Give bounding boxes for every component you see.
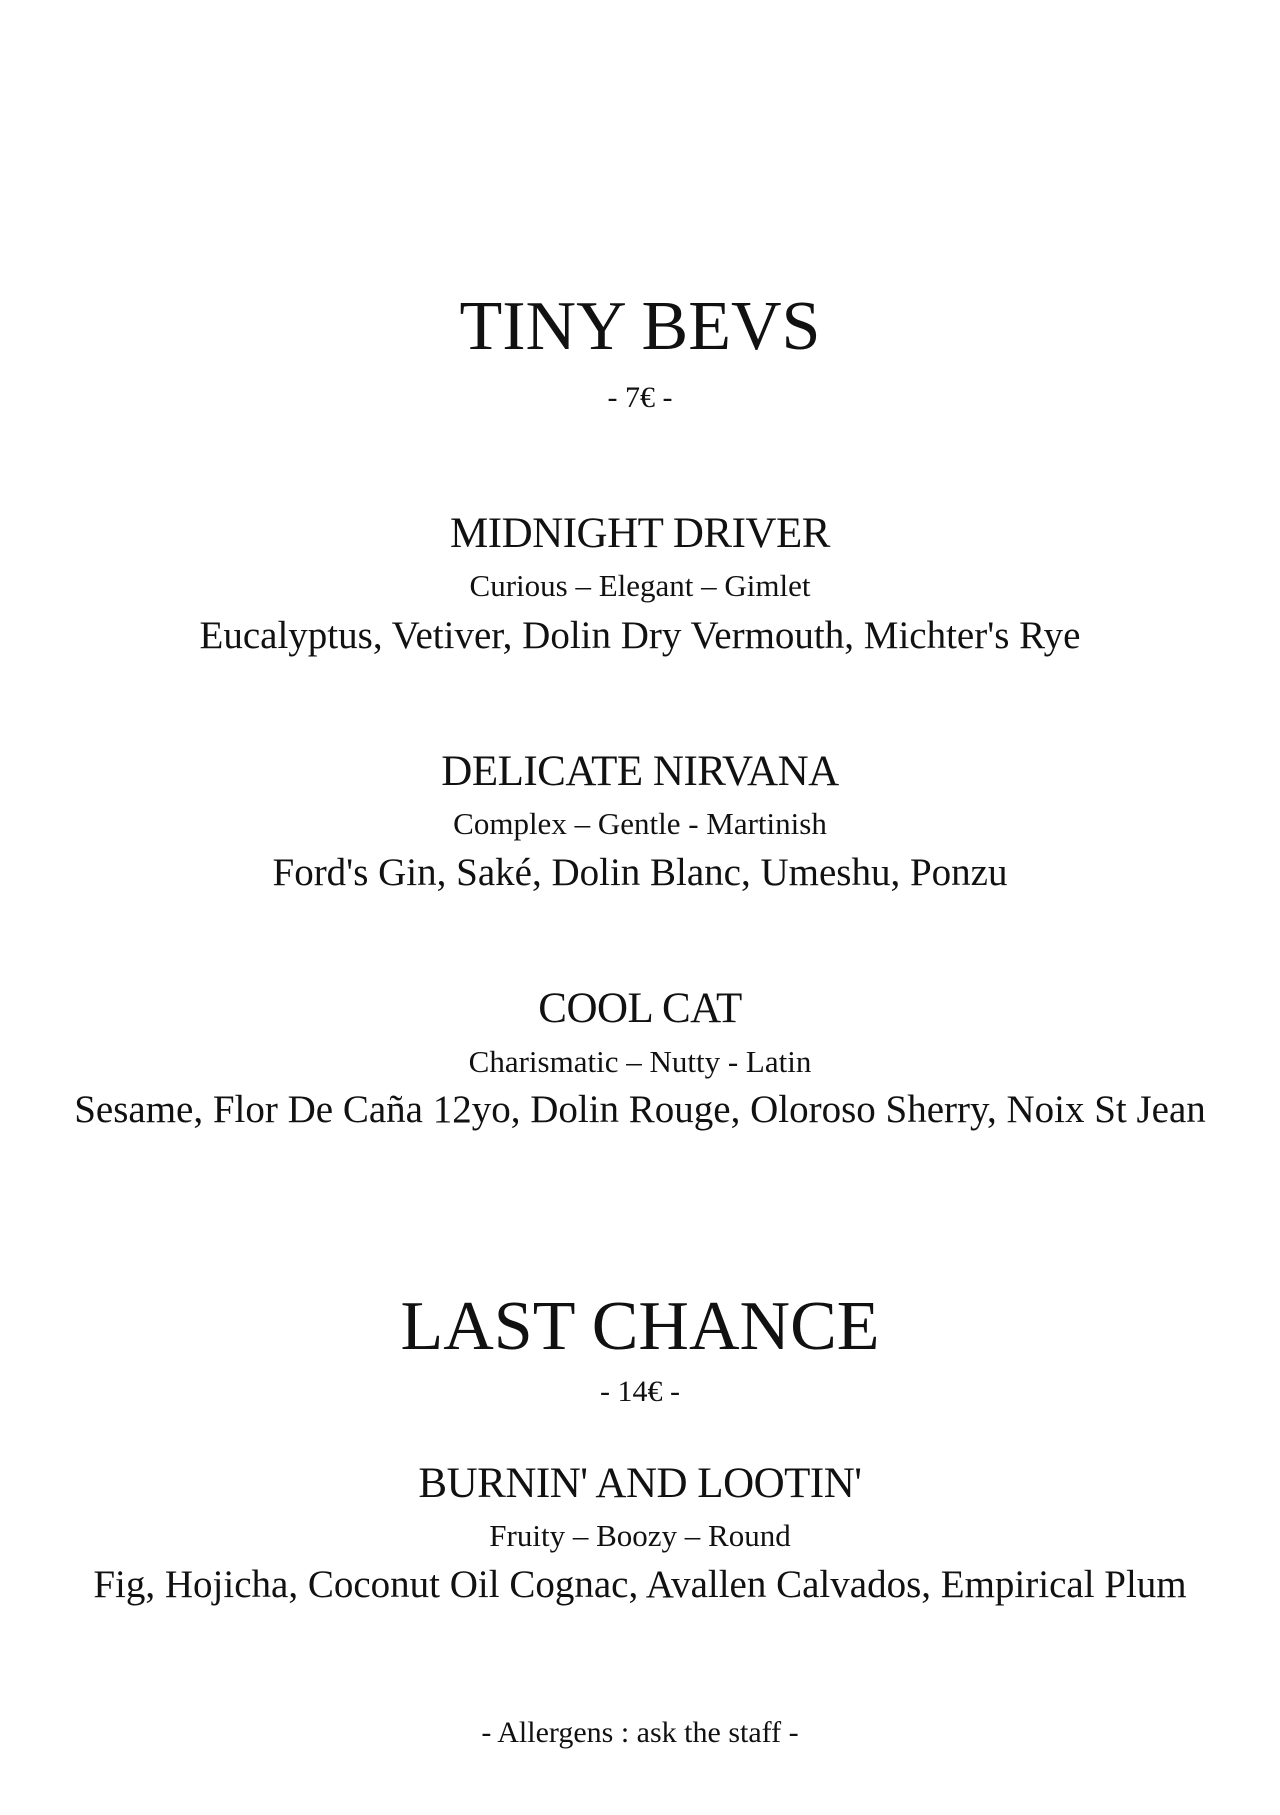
section-price: - 14€ - <box>600 1375 680 1408</box>
allergens-note: - Allergens : ask the staff - <box>481 1716 799 1749</box>
drink-tags: Curious – Elegant – Gimlet <box>469 568 811 603</box>
section-title: LAST CHANCE <box>400 1288 880 1365</box>
drink-ingredients: Fig, Hojicha, Coconut Oil Cognac, Avallen Calvados, Empirical Plum <box>93 1563 1187 1606</box>
drink-ingredients: Eucalyptus, Vetiver, Dolin Dry Vermouth, Michter's Rye <box>199 614 1081 657</box>
drink-name: COOL CAT <box>538 985 742 1032</box>
drink-tags: Charismatic – Nutty - Latin <box>468 1044 812 1079</box>
drink-tags: Complex – Gentle - Martinish <box>453 806 827 841</box>
section-price: - 7€ - <box>607 381 673 414</box>
drink-name: MIDNIGHT DRIVER <box>450 510 830 557</box>
drink-name: BURNIN' AND LOOTIN' <box>418 1460 862 1507</box>
drink-ingredients: Sesame, Flor De Caña 12yo, Dolin Rouge, Oloroso Sherry, Noix St Jean <box>74 1088 1206 1131</box>
drink-tags: Fruity – Boozy – Round <box>489 1518 791 1553</box>
section-title: TINY BEVS <box>459 288 821 365</box>
drink-ingredients: Ford's Gin, Saké, Dolin Blanc, Umeshu, Ponzu <box>272 851 1008 894</box>
drink-name: DELICATE NIRVANA <box>441 748 839 795</box>
